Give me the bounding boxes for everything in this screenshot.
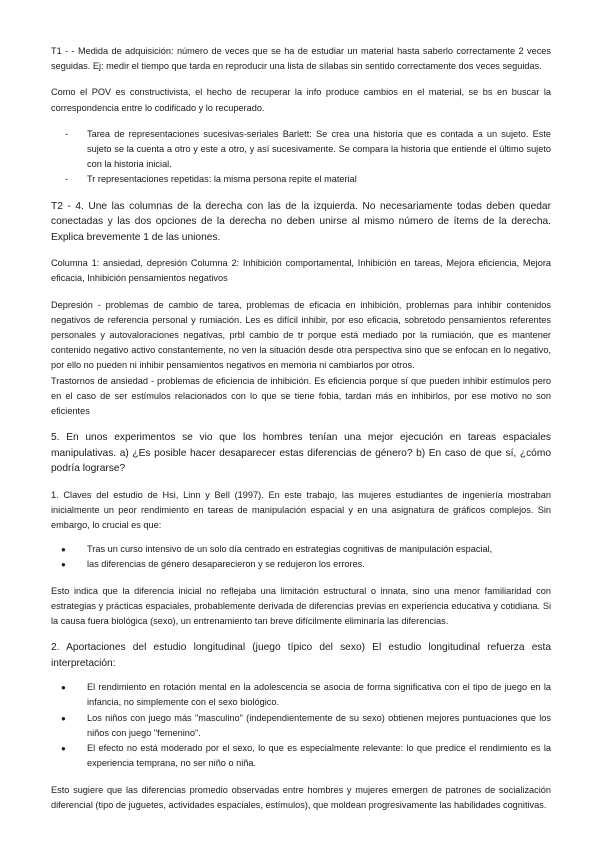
q5-section1-conclusion: Esto indica que la diferencia inicial no reflejaba una limitación estructural o innata, sino una menor familiaridad con estrategias y prácticas espaciales, probablemente derivada de diferencias previas en experiencia educativa y cotidiana. Si la causa fuera biológica (sexo), un entrenamiento tan breve difícilmente eliminaría las diferencias. [51, 585, 551, 627]
t1-constructivism: Como el POV es constructivista, el hecho de recuperar la info produce cambios en el material, se bs en buscar la correspondencia entre lo codificado y lo recuperado. [51, 87, 551, 113]
bullet-marker: ● [61, 713, 66, 723]
document-page [51, 44, 551, 813]
list-item: ● Tras un curso intensivo de un solo día centrado en estrategias cognitivas de manipulación espacial, [59, 542, 551, 557]
t2-depresion: Depresión - problemas de cambio de tarea, problemas de eficacia en inhibición, problemas para inhibir contenidos negativos de referencia personal y rumiación. Les es difícil inhibir, por eso eficacia, sobretodo pensamientos referentes personales y autovaloraciones negativas, prbl cambio de tr porque está mediado por la rumiación, que es mantener contenido negativo activo constantemente, no ven la situación desde otra perspectiva sino que se enfocan en lo negativo, por ello no pueden ni inhibir pensamientos negativos en memoria ni cambiarlos por otros. [51, 299, 551, 371]
t2-ansiedad: Trastornos de ansiedad - problemas de eficiencia de inhibición. Es eficiencia porque sí que pueden inhibir estímulos pero en el caso de ser estímulos relacionados con lo que se tiene fobia, tardan más en inhibirlos, por ese motivo no son eficientes [51, 375, 551, 416]
q5-question: 5. En unos experimentos se vio que los hombres tenían una mejor ejecución en tareas espaciales manipulativas. a) ¿Es posible hacer desaparecer estas diferencias de género? b) En caso de que sí, ¿cómo podría lograrse? [51, 432, 551, 475]
list-item: ● El rendimiento en rotación mental en la adolescencia se asocia de forma significativa con el tipo de juego en la infancia, no simplemente con el sexo biológico. [61, 682, 551, 708]
t2-columns: Columna 1: ansiedad, depresión Columna 2: Inhibición comportamental, Inhibición en tareas, Mejora eficiencia, Mejora eficacia, Inhibición pensamientos negativos [51, 258, 551, 284]
bullet-marker: ● [61, 545, 66, 555]
list-item: ● Los niños con juego más "masculino" (independientemente de su sexo) obtienen mejores puntuaciones que los niños con juego "femenino". [61, 712, 551, 738]
list-item: - Tarea de representaciones sucesivas-seriales Barlett: Se crea una historia que es contada a un sujeto. Este sujeto se la cuenta a otro y este a otro, y así sucesivamente. Se compara la historia que entiende el último sujeto con la historia inicial. [65, 128, 551, 170]
list-item: ● El efecto no está moderado por el sexo, lo que es especialmente relevante: lo que predice el rendimiento es la experiencia temprana, no ser niño o niña. [61, 743, 551, 769]
bullet-marker: ● [61, 744, 66, 754]
dash-marker: - [65, 128, 69, 139]
dash-marker: - [65, 174, 69, 185]
t2-question: T2 - 4. Une las columnas de la derecha con las de la izquierda. No necesariamente todas deben quedar conectadas y las dos opciones de la derecha no deben unirse al mismo número de ítems de la derecha. Explica brevemente 1 de las uniones. [51, 200, 551, 243]
t1-list [65, 127, 551, 188]
q5-section1-intro: 1. Claves del estudio de Hsi, Linn y Bell (1997). En este trabajo, las mujeres estudiantes de ingeniería mostraban inicialmente un peor rendimiento en tareas de manipulación espacial y en una asignatura de gráficos complejos. Sin embargo, lo crucial es que: [51, 489, 551, 531]
list-item: - Tr representaciones repetidas: la misma persona repite el material [65, 172, 551, 187]
q5-final-paragraph: Esto sugiere que las diferencias promedio observadas entre hombres y mujeres emergen de patrones de socialización diferencial (tipo de juguetes, actividades espaciales, estímulos), que moldean progresivamente las habilidades cognitivas. [51, 784, 551, 810]
list-item: ● las diferencias de género desaparecieron y se redujeron los errores. [59, 557, 551, 572]
t1-definition: T1 - - Medida de adquisición: número de veces que se ha de estudiar un material hasta saberlo correctamente 2 veces seguidas. Ej: medir el tiempo que tarda en reproducir una lista de sílabas sin sentido correctamente dos veces seguidas. [51, 46, 551, 72]
q5-section1-list [59, 542, 551, 572]
q5-section2-intro: 2. Aportaciones del estudio longitudinal (juego típico del sexo) El estudio longitudinal refuerza esta interpretación: [51, 642, 551, 669]
q5-section2-list [59, 680, 551, 771]
bullet-marker: ● [61, 560, 66, 570]
bullet-marker: ● [61, 683, 66, 693]
